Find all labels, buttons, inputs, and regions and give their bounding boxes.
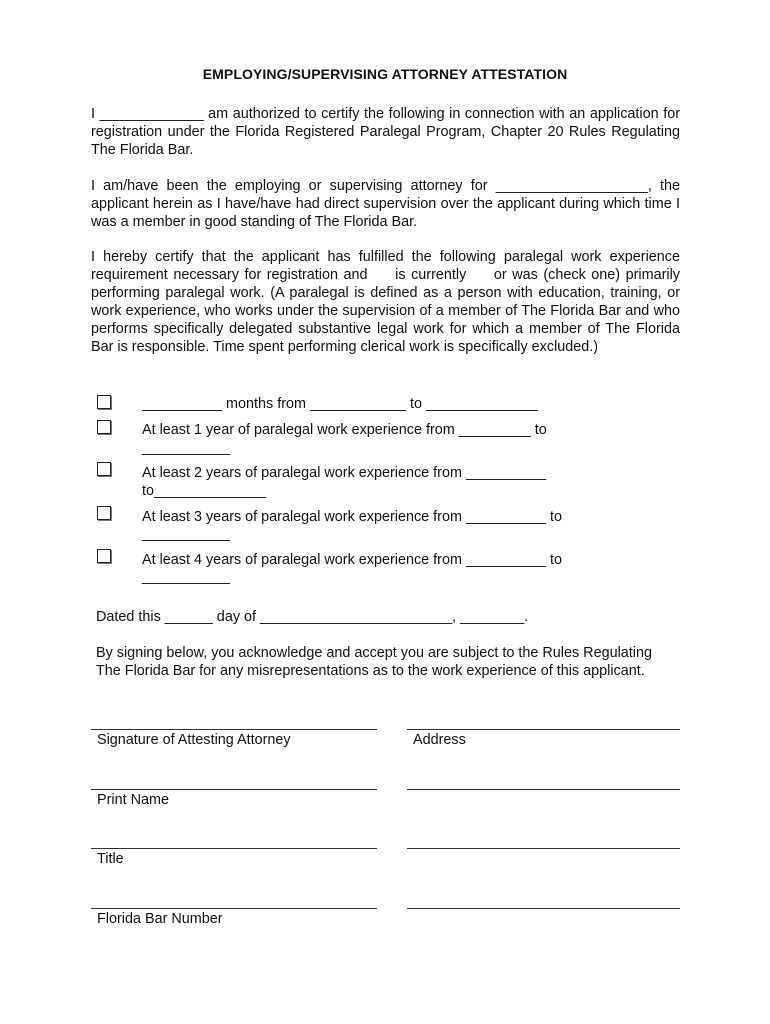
address-line-2[interactable] (407, 789, 680, 790)
address-label: Address (413, 732, 466, 748)
address-line[interactable] (407, 729, 680, 730)
title-line[interactable] (91, 848, 377, 849)
address-line-4[interactable] (407, 908, 680, 909)
option-1-year-to-date: ___________ (142, 440, 231, 456)
option-3-years-to-date: ___________ (142, 526, 231, 542)
title-label: Title (97, 851, 124, 867)
checkbox-2-years[interactable] (97, 462, 111, 476)
signature-line[interactable] (91, 729, 377, 730)
checkbox-3-years[interactable] (97, 506, 111, 520)
checkbox-months[interactable] (97, 395, 111, 409)
print-name-label: Print Name (97, 792, 169, 808)
form-title: EMPLOYING/SUPERVISING ATTORNEY ATTESTATION (202, 66, 568, 82)
supervision-paragraph: I am/have been the employing or supervising attorney for ___________________, the applicant herein as I have/have had direct supervision over the applicant during which time I was a member in good standing of The Florida Bar. (91, 178, 680, 230)
signature-label: Signature of Attesting Attorney (97, 732, 291, 748)
option-4-years-to-date: ___________ (142, 569, 231, 585)
certification-paragraph: I hereby certify that the applicant has fulfilled the following paralegal work experience requirement necessary for registration and is currently or was (check one) primarily performing paralegal work. (A paralegal is defined as a person with education, training, or work experience, who works under the supervision of a member of The Florida Bar and who performs specifically delegated substantive legal work for which a member of The Florida Bar is responsible. Time spent performing clerical work is specifically excluded.) (91, 249, 680, 355)
checkbox-1-year[interactable] (97, 420, 111, 434)
print-name-line[interactable] (91, 789, 377, 790)
option-months-text: __________ months from ____________ to ______________ (142, 396, 539, 412)
dated-line: Dated this ______ day of ________________________, ________. (96, 609, 529, 625)
address-line-3[interactable] (407, 848, 680, 849)
acknowledgement-paragraph: By signing below, you acknowledge and accept you are subject to the Rules Regulating The Florida Bar for any misrepresentations as to the work experience of this applicant. (96, 645, 652, 679)
checkbox-4-years[interactable] (97, 549, 111, 563)
option-1-year-text: At least 1 year of paralegal work experience from _________ to (142, 422, 547, 438)
option-2-years-to-date: to______________ (142, 483, 267, 499)
option-2-years-text: At least 2 years of paralegal work experience from __________ (142, 465, 546, 481)
bar-number-label: Florida Bar Number (97, 911, 223, 927)
authorization-paragraph: I _____________ am authorized to certify the following in connection with an application for registration under the Florida Registered Paralegal Program, Chapter 20 Rules Regulating The Florida Bar. (91, 106, 680, 158)
bar-number-line[interactable] (91, 908, 377, 909)
option-3-years-text: At least 3 years of paralegal work experience from __________ to (142, 509, 562, 525)
option-4-years-text: At least 4 years of paralegal work experience from __________ to (142, 552, 562, 568)
